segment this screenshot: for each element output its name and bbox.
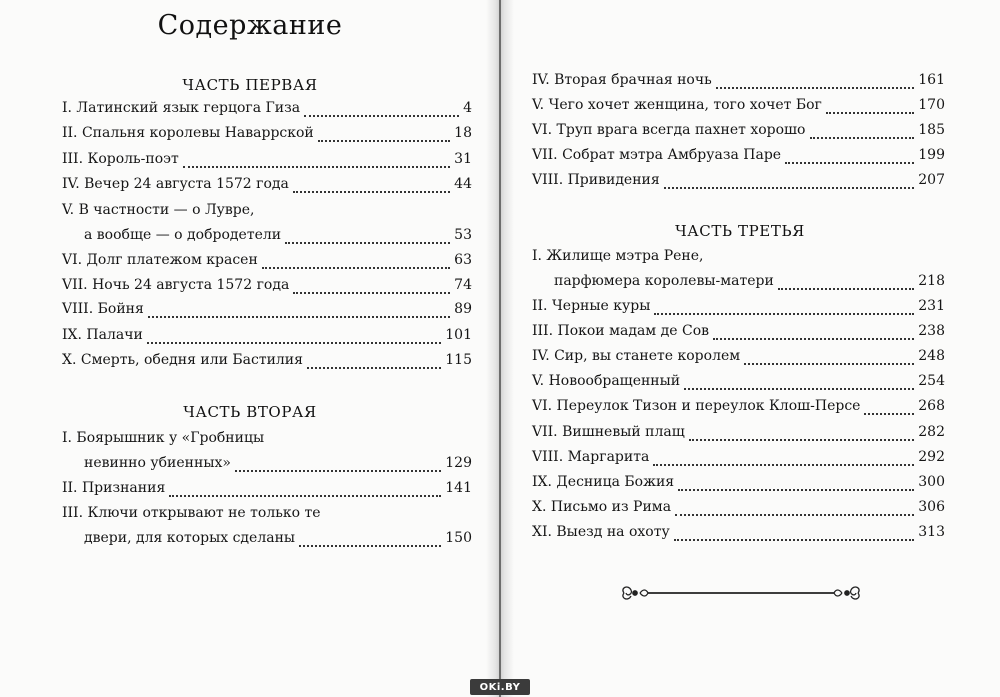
- entry-page: 170: [918, 97, 945, 113]
- entry-title: II. Спальня королевы Наваррской: [62, 125, 314, 141]
- leader-dots: [299, 544, 441, 547]
- toc-entry[interactable]: [62, 352, 472, 374]
- toc-entry[interactable]: [84, 455, 472, 477]
- leader-dots: [148, 315, 450, 318]
- entry-page: 231: [918, 298, 945, 314]
- part3-heading: ЧАСТЬ ТРЕТЬЯ: [675, 222, 805, 240]
- entry-title: VII. Собрат мэтра Амбруаза Паре: [532, 147, 782, 163]
- entry-title: VIII. Привидения: [532, 172, 660, 188]
- entry-title: X. Смерть, обедня или Бастилия: [62, 352, 303, 368]
- leader-dots: [169, 494, 441, 497]
- leader-dots: [654, 312, 914, 315]
- toc-entry[interactable]: [62, 125, 472, 147]
- toc-entry[interactable]: [62, 480, 472, 502]
- entry-page: 292: [918, 449, 945, 465]
- leader-dots: [716, 86, 915, 89]
- toc-entry[interactable]: [532, 348, 945, 370]
- entry-page: 31: [454, 151, 472, 167]
- entry-title: IV. Вторая брачная ночь: [532, 72, 712, 88]
- toc-entry[interactable]: [62, 176, 472, 198]
- toc-entry[interactable]: [62, 327, 472, 349]
- entry-title: IV. Сир, вы станете королем: [532, 348, 741, 364]
- toc-entry[interactable]: [532, 122, 945, 144]
- entry-title: V. Чего хочет женщина, того хочет Бог: [532, 97, 822, 113]
- toc-entry[interactable]: [62, 277, 472, 299]
- leader-dots: [307, 366, 441, 369]
- leader-dots: [689, 438, 915, 441]
- toc-entry[interactable]: [532, 449, 945, 471]
- entry-title: IX. Десница Божия: [532, 474, 675, 490]
- entry-title: VIII. Маргарита: [532, 449, 650, 465]
- entry-title-continuation: двери, для которых сделаны: [84, 530, 296, 546]
- entry-title: I. Латинский язык герцога Гиза: [62, 100, 301, 116]
- toc-entry[interactable]: [532, 398, 945, 420]
- leader-dots: [826, 111, 914, 114]
- entry-title: IV. Вечер 24 августа 1572 года: [62, 176, 289, 192]
- leader-dots: [674, 538, 915, 541]
- entry-page: 115: [445, 352, 472, 368]
- entry-page: 268: [918, 398, 945, 414]
- toc-entry[interactable]: [532, 298, 945, 320]
- entry-title: VII. Ночь 24 августа 1572 года: [62, 277, 290, 293]
- entry-page: 185: [918, 122, 945, 138]
- toc-entry[interactable]: [532, 499, 945, 521]
- toc-entry[interactable]: [554, 273, 945, 295]
- leader-dots: [235, 469, 441, 472]
- entry-page: 300: [918, 474, 945, 490]
- toc-entry[interactable]: [62, 151, 472, 173]
- page-title: Содержание: [157, 10, 343, 41]
- entry-page: 129: [445, 455, 472, 471]
- entry-title: III. Покои мадам де Сов: [532, 323, 710, 339]
- entry-page: 53: [454, 227, 472, 243]
- entry-title: VI. Труп врага всегда пахнет хорошо: [532, 122, 806, 138]
- leader-dots: [285, 241, 450, 244]
- toc-entry[interactable]: [532, 147, 945, 169]
- leader-dots: [713, 337, 914, 340]
- leader-dots: [262, 266, 450, 269]
- ornament-divider-icon: [618, 582, 864, 604]
- entry-page: 313: [918, 524, 945, 540]
- toc-entry[interactable]: [62, 100, 472, 122]
- entry-page: 238: [918, 323, 945, 339]
- leader-dots: [147, 341, 441, 344]
- entry-page: 207: [918, 172, 945, 188]
- part2-heading: ЧАСТЬ ВТОРАЯ: [183, 403, 317, 421]
- entry-title-continuation: невинно убиенных»: [84, 455, 231, 471]
- part1-heading: ЧАСТЬ ПЕРВАЯ: [182, 76, 318, 94]
- leader-dots: [684, 387, 914, 390]
- leader-dots: [664, 186, 915, 189]
- entry-title: VI. Переулок Тизон и переулок Клош-Персе: [532, 398, 861, 414]
- entry-title: I. Боярышник у «Гробницы: [62, 430, 265, 446]
- toc-entry[interactable]: [532, 97, 945, 119]
- entry-title: IX. Палачи: [62, 327, 143, 343]
- toc-entry[interactable]: [84, 530, 472, 552]
- entry-title: VII. Вишневый плащ: [532, 424, 685, 440]
- leader-dots: [744, 362, 914, 365]
- entry-title: III. Король-поэт: [62, 151, 179, 167]
- leader-dots: [293, 190, 450, 193]
- toc-entry[interactable]: [532, 373, 945, 395]
- entry-title: V. Новообращенный: [532, 373, 681, 389]
- entry-page: 74: [454, 277, 472, 293]
- entry-title: II. Черные куры: [532, 298, 651, 314]
- toc-entry[interactable]: [62, 252, 472, 274]
- watermark-badge: OKi.BY: [470, 679, 530, 695]
- leader-dots: [678, 488, 914, 491]
- entry-title: II. Признания: [62, 480, 166, 496]
- toc-entry[interactable]: [532, 524, 945, 546]
- entry-page: 199: [918, 147, 945, 163]
- entry-page: 254: [918, 373, 945, 389]
- entry-page: 4: [463, 100, 472, 116]
- toc-entry[interactable]: [532, 172, 945, 194]
- toc-entry[interactable]: [62, 301, 472, 323]
- entry-title: XI. Выезд на охоту: [532, 524, 670, 540]
- entry-title: III. Ключи открывают не только те: [62, 505, 321, 521]
- leader-dots: [778, 287, 914, 290]
- entry-page: 248: [918, 348, 945, 364]
- toc-entry[interactable]: [532, 323, 945, 345]
- toc-entry[interactable]: [532, 474, 945, 496]
- entry-title: VIII. Бойня: [62, 301, 144, 317]
- leader-dots: [864, 412, 914, 415]
- toc-entry[interactable]: [84, 227, 472, 249]
- leader-dots: [183, 165, 450, 168]
- leader-dots: [675, 513, 914, 516]
- entry-page: 282: [918, 424, 945, 440]
- leader-dots: [785, 161, 914, 164]
- entry-page: 63: [454, 252, 472, 268]
- entry-page: 161: [918, 72, 945, 88]
- entry-page: 150: [445, 530, 472, 546]
- leader-dots: [318, 139, 450, 142]
- entry-page: 141: [445, 480, 472, 496]
- toc-entry[interactable]: [532, 72, 945, 94]
- entry-title-continuation: а вообще — о добродетели: [84, 227, 282, 243]
- entry-title: I. Жилище мэтра Рене,: [532, 248, 704, 264]
- leader-dots: [293, 291, 450, 294]
- entry-page: 101: [445, 327, 472, 343]
- entry-title: V. В частности — о Лувре,: [62, 202, 255, 218]
- leader-dots: [810, 136, 915, 139]
- leader-dots: [653, 463, 914, 466]
- entry-page: 218: [918, 273, 945, 289]
- entry-page: 18: [454, 125, 472, 141]
- entry-page: 44: [454, 176, 472, 192]
- entry-title: VI. Долг платежом красен: [62, 252, 258, 268]
- entry-page: 89: [454, 301, 472, 317]
- leader-dots: [304, 114, 459, 117]
- entry-title: X. Письмо из Рима: [532, 499, 672, 515]
- entry-page: 306: [918, 499, 945, 515]
- entry-title-continuation: парфюмера королевы-матери: [554, 273, 774, 289]
- toc-entry[interactable]: [532, 424, 945, 446]
